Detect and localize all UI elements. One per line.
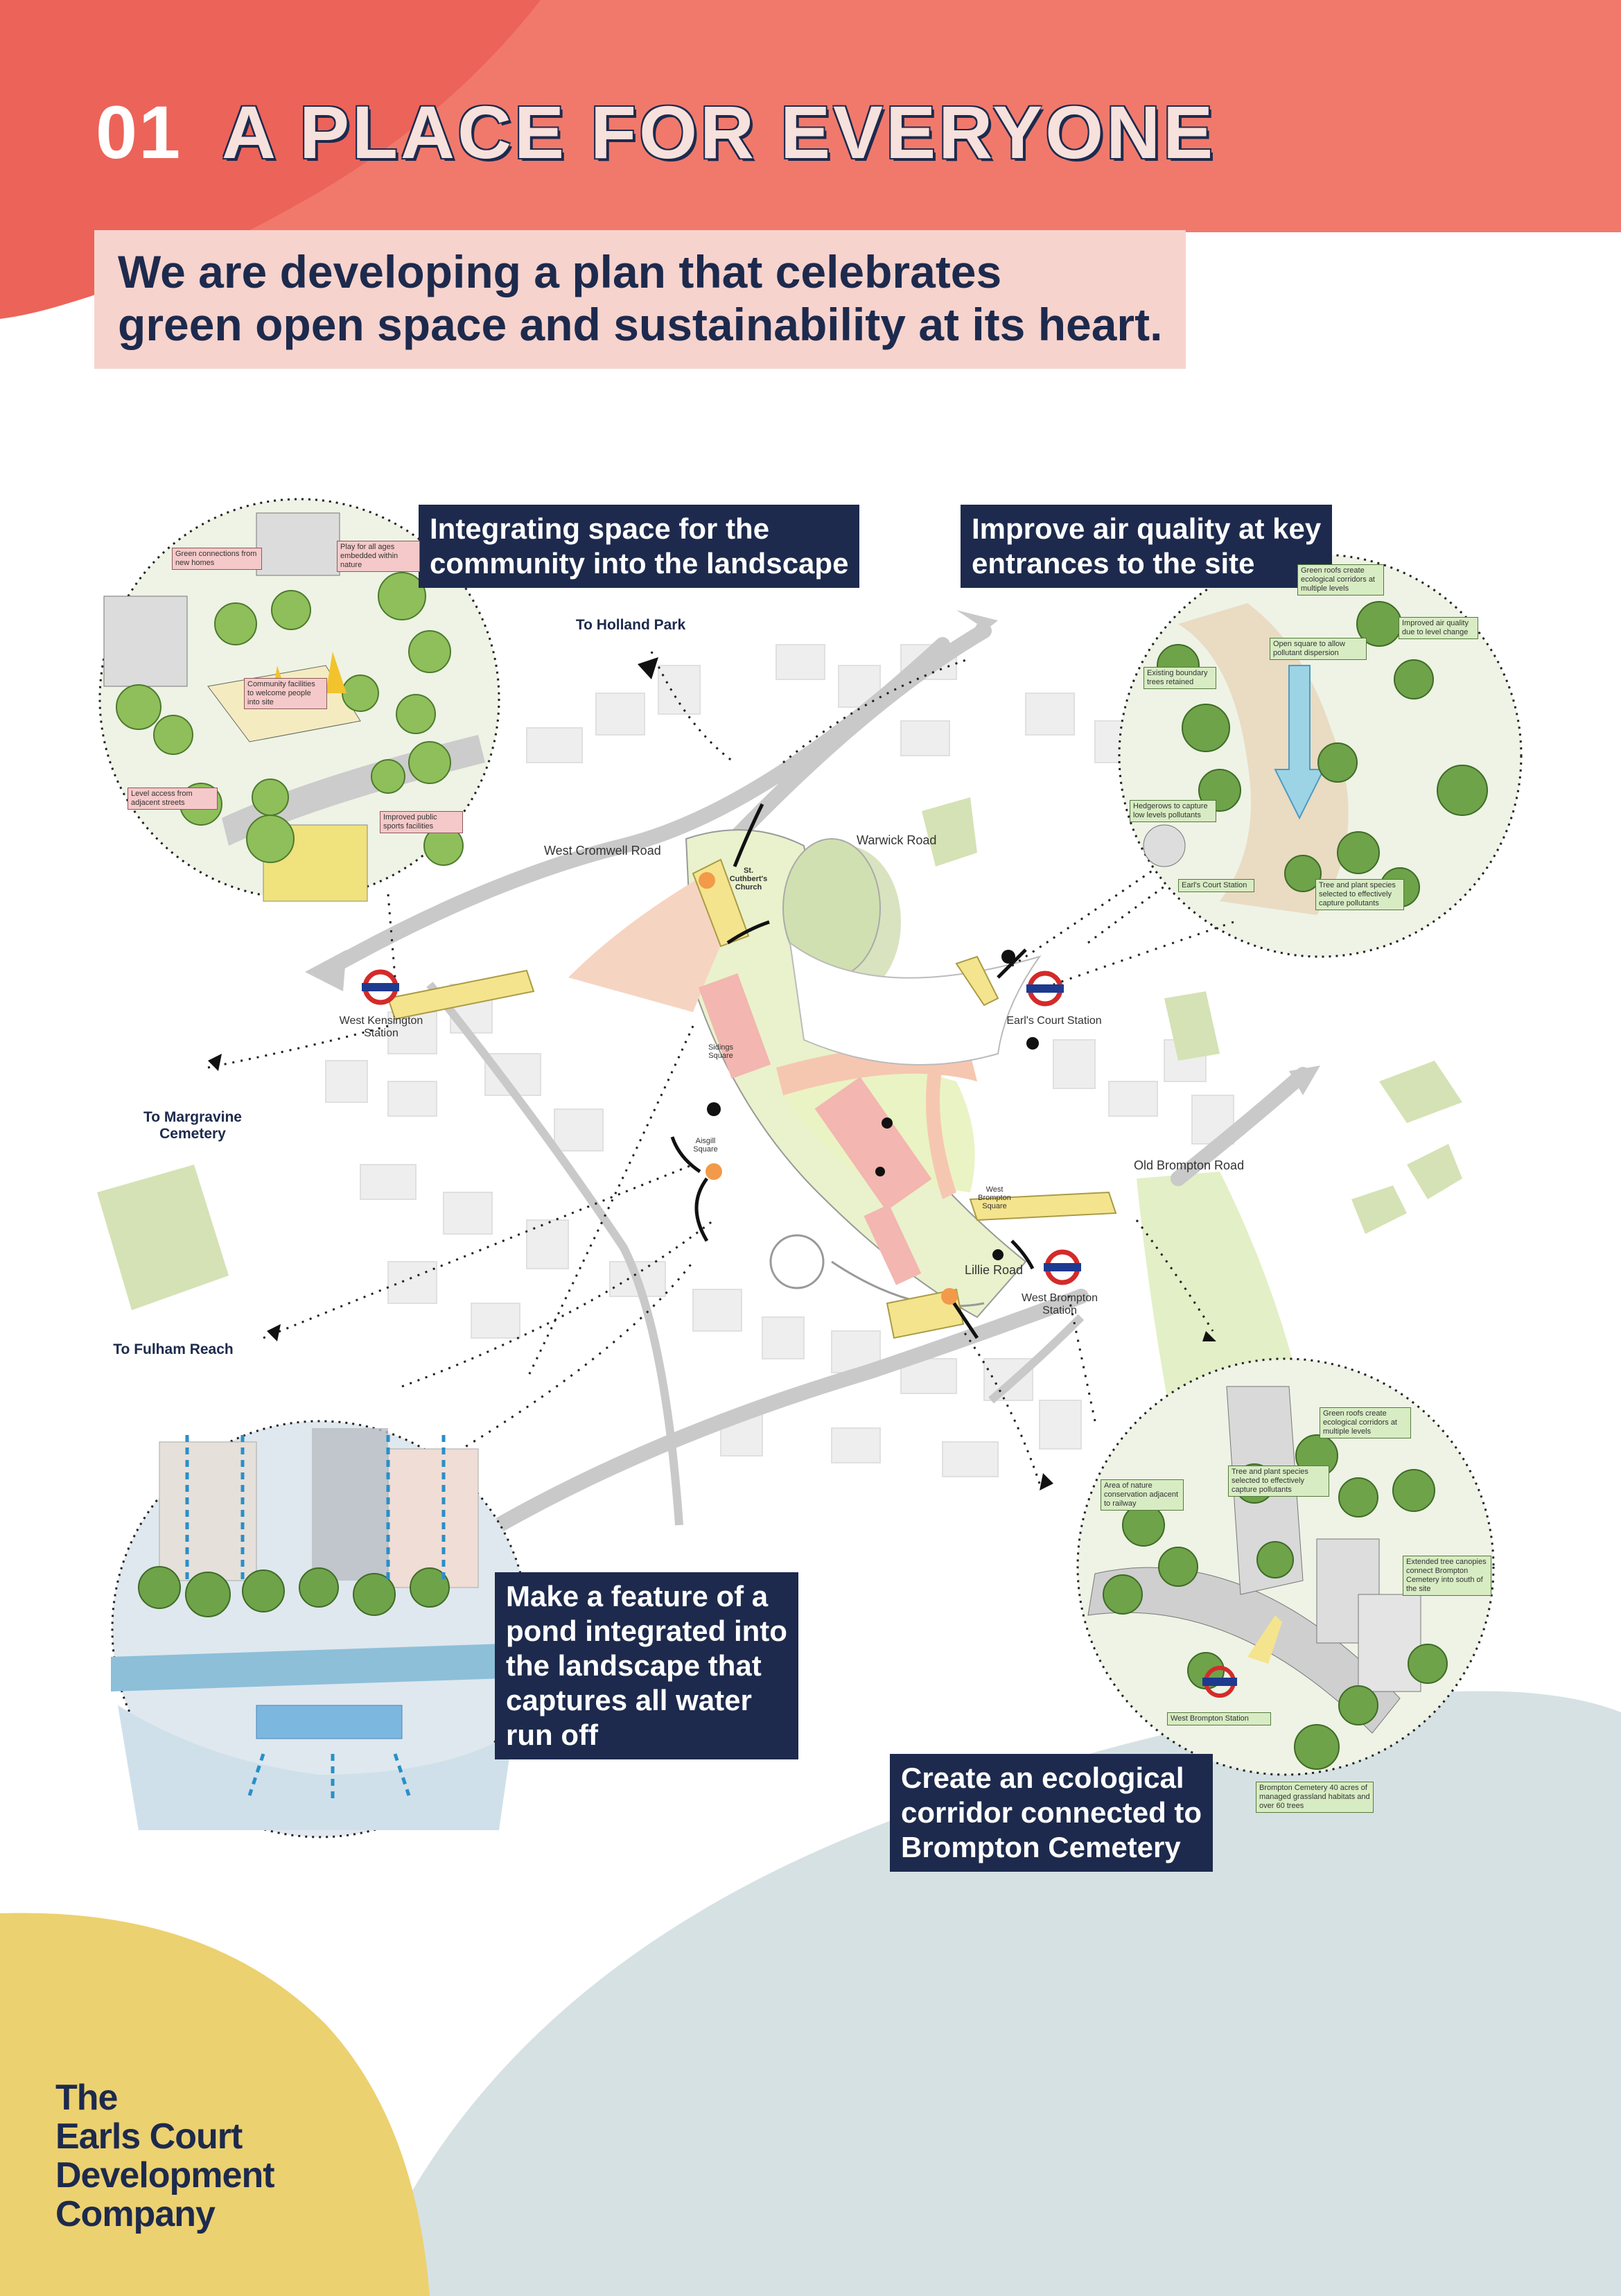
callout-ecological-corridor xyxy=(890,1754,1213,1872)
callout-pond-line: the landscape that xyxy=(506,1649,762,1682)
callout-pond-line: captures all water xyxy=(506,1684,752,1716)
label-old-brompton-road: Old Brompton Road xyxy=(1134,1158,1245,1172)
label-fulham-reach: To Fulham Reach xyxy=(113,1341,234,1357)
place-line: Cuthbert's xyxy=(729,875,768,883)
label-margravine-cemetery xyxy=(123,1109,262,1142)
logo-line: Development xyxy=(55,2155,274,2195)
callout-community-line: community into the landscape xyxy=(430,547,849,580)
label-margravine-line: Cemetery xyxy=(159,1126,226,1142)
station-line: Station xyxy=(1042,1305,1077,1316)
page-title: A PLACE FOR EVERYONE xyxy=(222,90,1216,174)
place-line: Brompton xyxy=(978,1194,1011,1202)
place-line: West xyxy=(985,1185,1004,1194)
callout-pond-line: pond integrated into xyxy=(506,1615,787,1647)
callout-pond-line: Make a feature of a xyxy=(506,1580,769,1612)
intro-statement xyxy=(94,230,1186,369)
note-community-facilities: Community facilities to welcome people into site xyxy=(244,678,327,709)
section-number: 01 xyxy=(96,90,182,174)
label-st-cuthberts-church xyxy=(721,867,776,892)
label-west-kensington-station xyxy=(326,1015,437,1040)
place-line: Square xyxy=(708,1052,733,1060)
place-line: St. xyxy=(743,867,754,875)
note-boundary-trees: Existing boundary trees retained xyxy=(1144,667,1216,689)
company-logo xyxy=(55,2078,274,2234)
callout-corridor-line: Brompton Cemetery xyxy=(901,1831,1181,1863)
note-west-brompton-station: West Brompton Station xyxy=(1167,1712,1271,1725)
label-holland-park: To Holland Park xyxy=(575,617,686,633)
label-west-brompton-station xyxy=(1008,1292,1112,1317)
label-west-brompton-square xyxy=(974,1185,1015,1210)
note-green-roofs: Green roofs create ecological corridors at multiple levels xyxy=(1297,564,1384,595)
station-line: West Brompton xyxy=(1022,1292,1098,1304)
label-warwick-road: Warwick Road xyxy=(857,833,937,847)
intro-line-2: green open space and sustainability at its heart. xyxy=(118,299,1163,350)
callout-air-quality xyxy=(961,505,1332,588)
note-sports-facilities: Improved public sports facilities xyxy=(380,811,463,833)
note-green-connections: Green connections from new homes xyxy=(172,548,262,570)
note-nature-conservation: Area of nature conservation adjacent to railway xyxy=(1101,1479,1184,1511)
station-line: Station xyxy=(364,1027,398,1039)
label-sidings-square xyxy=(700,1043,742,1060)
label-earls-court-station: Earl's Court Station xyxy=(1006,1015,1102,1027)
intro-line-1: We are developing a plan that celebrates xyxy=(118,245,1162,298)
place-line: Sidings xyxy=(708,1043,734,1052)
note-brompton-cemetery: Brompton Cemetery 40 acres of managed grassland habitats and over 60 trees xyxy=(1256,1782,1374,1813)
note-earls-court-station: Earl's Court Station xyxy=(1178,879,1254,892)
logo-line: The xyxy=(55,2078,118,2118)
callout-pond xyxy=(495,1572,798,1759)
label-west-cromwell-road: West Cromwell Road xyxy=(544,844,661,858)
note-tree-species-corridor: Tree and plant species selected to effectively capture pollutants xyxy=(1228,1466,1329,1497)
callout-pond-line: run off xyxy=(506,1719,598,1751)
place-line: Aisgill xyxy=(695,1137,716,1145)
callout-air-line: Improve air quality at key xyxy=(972,512,1322,545)
logo-line: Earls Court xyxy=(55,2116,243,2157)
label-aisgill-square xyxy=(685,1137,726,1154)
callout-community-line: Integrating space for the xyxy=(430,512,770,545)
callout-air-line: entrances to the site xyxy=(972,547,1255,580)
place-line: Square xyxy=(693,1145,718,1154)
station-line: West Kensington xyxy=(339,1015,423,1027)
label-margravine-line: To Margravine xyxy=(143,1109,242,1125)
callout-corridor-line: corridor connected to xyxy=(901,1796,1202,1829)
callout-corridor-line: Create an ecological xyxy=(901,1762,1184,1794)
logo-line: Company xyxy=(55,2194,215,2234)
note-tree-canopies: Extended tree canopies connect Brompton Cemetery into south of the site xyxy=(1403,1556,1491,1596)
callout-community xyxy=(419,505,859,588)
note-green-roofs-corridor: Green roofs create ecological corridors at multiple levels xyxy=(1320,1407,1411,1438)
note-improved-air-quality: Improved air quality due to level change xyxy=(1399,617,1478,639)
note-hedgerows: Hedgerows to capture low levels pollutants xyxy=(1130,800,1216,822)
label-lillie-road: Lillie Road xyxy=(965,1263,1024,1277)
note-open-square: Open square to allow pollutant dispersion xyxy=(1270,638,1367,660)
note-level-access: Level access from adjacent streets xyxy=(128,788,218,810)
note-tree-species: Tree and plant species selected to effectively capture pollutants xyxy=(1315,879,1404,910)
place-line: Church xyxy=(735,883,762,892)
place-line: Square xyxy=(982,1202,1007,1210)
note-play-for-all-ages: Play for all ages embedded within nature xyxy=(337,541,420,572)
